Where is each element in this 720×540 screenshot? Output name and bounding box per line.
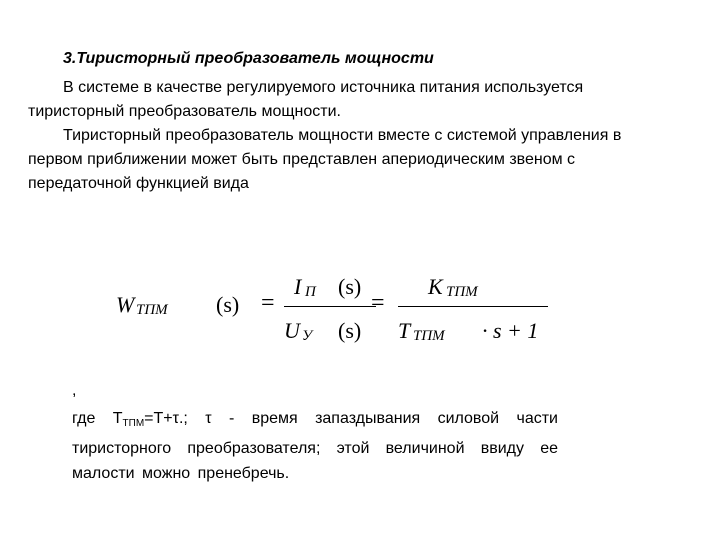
formula-w: W: [116, 292, 135, 317]
formula-den2-t: T: [398, 318, 411, 343]
formula-equals-1: =: [261, 290, 275, 316]
formula-den2-subscript: ТПМ: [413, 328, 445, 344]
formula-equals-2: =: [371, 290, 385, 316]
paragraph-transfer-function-intro: Тиристорный преобразователь мощности вместе с системой управления в первом приближении может быть представлен апериодическим звеном с передаточной функцией вида: [28, 127, 622, 192]
formula-num2-subscript: ТПМ: [446, 284, 478, 300]
formula-num1-argument: (s): [338, 274, 362, 299]
formula-num1-subscript: П: [305, 284, 316, 300]
formula-den2-rest: · s + 1: [482, 318, 539, 343]
fraction-bar-1: [284, 306, 376, 307]
section-heading: 3.Тиристорный преобразователь мощности: [63, 50, 434, 67]
formula-num1-i: I: [294, 274, 302, 299]
paragraph-power-source: В системе в качестве регулируемого источника питания используется тиристорный преобразователь мощности.: [28, 79, 584, 120]
where-text: =T+τ.; τ - время запаздывания силовой части тиристорного преобразователя; этой величиной ввиду ее малости можно пренебречь.: [72, 410, 558, 482]
formula-den1-u: U: [284, 318, 300, 343]
where-subscript: ТПМ: [122, 418, 145, 429]
transfer-function-formula: [116, 262, 556, 352]
formula-trailing-comma: ,: [72, 382, 77, 399]
formula-lhs-argument: (s): [216, 292, 240, 317]
where-prefix: где T: [72, 410, 123, 427]
formula-w-subscript: ТПМ: [136, 302, 168, 318]
fraction-bar-2: [398, 306, 548, 307]
where-explanation: [72, 406, 558, 486]
formula-den1-subscript: У: [302, 328, 313, 344]
formula-den1-argument: (s): [338, 318, 362, 343]
formula-num2-k: K: [428, 274, 443, 299]
